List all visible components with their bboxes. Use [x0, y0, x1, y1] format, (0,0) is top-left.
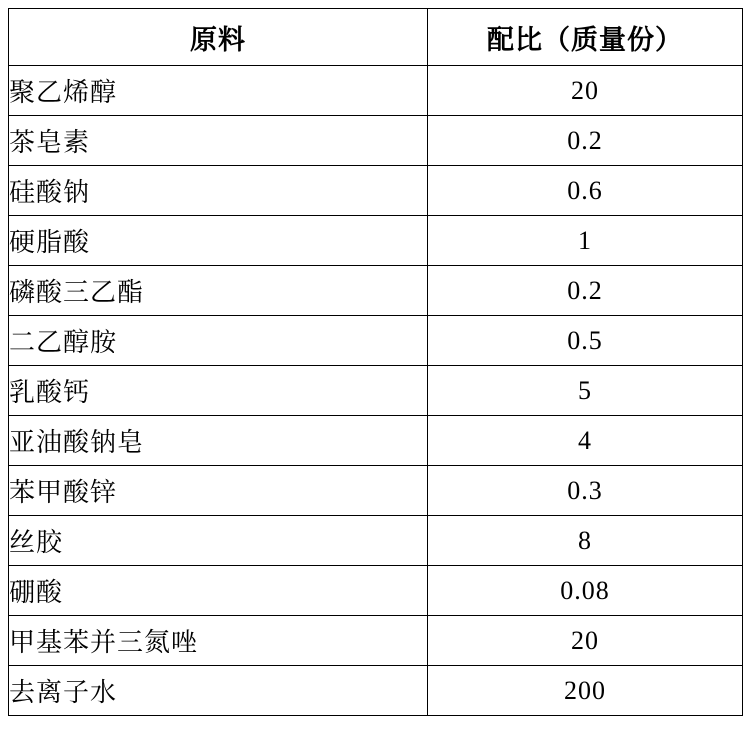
cell-material: 硅酸钠 [9, 166, 428, 216]
table-header [9, 9, 743, 66]
cell-material: 茶皂素 [9, 116, 428, 166]
cell-ratio: 1 [428, 216, 743, 266]
table-row [9, 416, 743, 466]
column-header-ratio: 配比（质量份） [428, 9, 743, 66]
table-row [9, 666, 743, 716]
table-row [9, 216, 743, 266]
table-row [9, 316, 743, 366]
cell-ratio: 20 [428, 66, 743, 116]
cell-material: 磷酸三乙酯 [9, 266, 428, 316]
cell-ratio: 200 [428, 666, 743, 716]
cell-material: 乳酸钙 [9, 366, 428, 416]
table-row [9, 266, 743, 316]
table-row [9, 116, 743, 166]
column-header-material: 原料 [9, 9, 428, 66]
cell-material: 丝胶 [9, 516, 428, 566]
cell-material: 二乙醇胺 [9, 316, 428, 366]
table-header-row [9, 9, 743, 66]
table-row [9, 66, 743, 116]
table-row [9, 366, 743, 416]
cell-ratio: 0.6 [428, 166, 743, 216]
table-row [9, 516, 743, 566]
cell-material: 硬脂酸 [9, 216, 428, 266]
cell-material: 去离子水 [9, 666, 428, 716]
cell-ratio: 0.3 [428, 466, 743, 516]
table-row [9, 616, 743, 666]
cell-ratio: 0.08 [428, 566, 743, 616]
cell-material: 苯甲酸锌 [9, 466, 428, 516]
cell-material: 聚乙烯醇 [9, 66, 428, 116]
cell-ratio: 4 [428, 416, 743, 466]
cell-ratio: 5 [428, 366, 743, 416]
table-row [9, 166, 743, 216]
cell-ratio: 20 [428, 616, 743, 666]
cell-ratio: 0.5 [428, 316, 743, 366]
cell-material: 亚油酸钠皂 [9, 416, 428, 466]
cell-ratio: 0.2 [428, 116, 743, 166]
cell-ratio: 0.2 [428, 266, 743, 316]
formulation-table [8, 8, 743, 716]
table-body [9, 66, 743, 716]
cell-material: 硼酸 [9, 566, 428, 616]
table-row [9, 566, 743, 616]
cell-material: 甲基苯并三氮唑 [9, 616, 428, 666]
cell-ratio: 8 [428, 516, 743, 566]
table-row [9, 466, 743, 516]
